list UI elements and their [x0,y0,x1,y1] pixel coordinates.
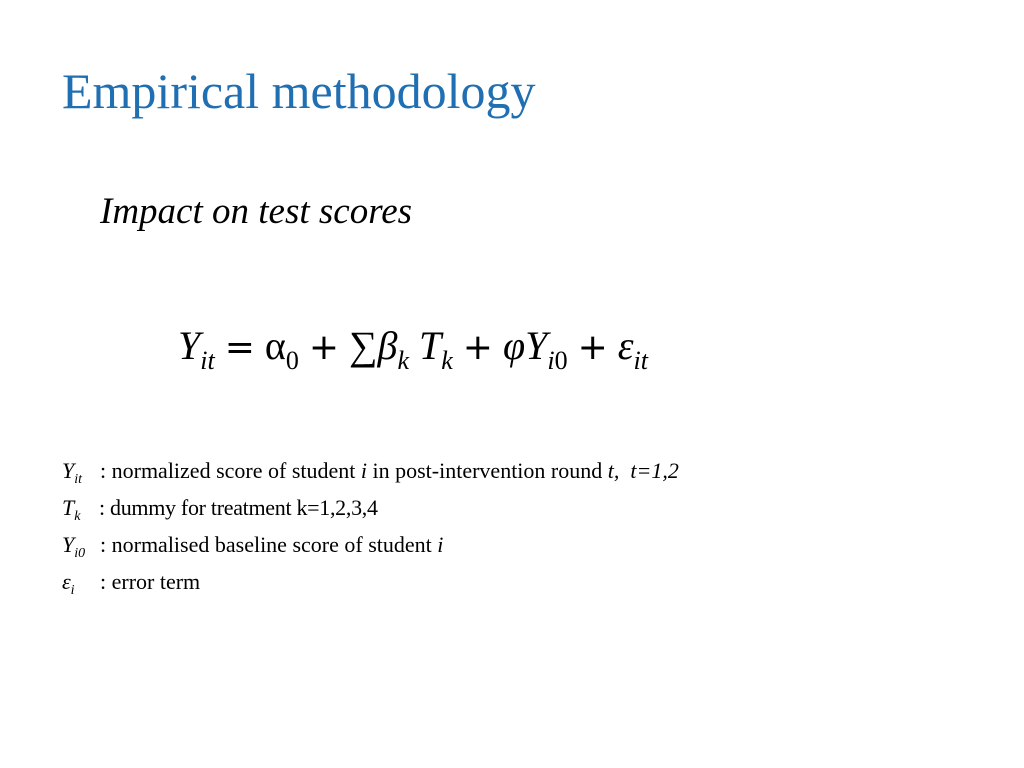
definition-row [62,495,1002,532]
definition-row [62,569,1002,606]
definition-text [100,569,200,595]
definition-symbol [62,458,82,488]
eq-beta: β [377,323,398,368]
definition-symbol-subscript: i0 [74,546,86,561]
slide-title: Empirical methodology [62,63,536,119]
definition-symbol [62,569,75,599]
eq-y-baseline: Y [525,323,548,368]
eq-epsilon-subscript: it [633,346,648,375]
eq-epsilon: ε [617,323,634,368]
definition-text-italic: i [437,532,444,557]
eq-y-baseline-subscript-0: 0 [554,346,568,375]
definition-text-italic: i [360,458,367,483]
definition-text-part: : error term [100,569,201,594]
definition-symbol [62,495,80,525]
definition-text [99,495,378,521]
definition-symbol-letter: T [62,495,75,520]
definition-symbol-letter: Y [62,532,75,557]
definition-symbol-letter: ε [62,569,71,594]
definition-text-part: : normalised baseline score of student [100,532,438,557]
variable-definitions [62,458,1002,606]
definition-text-italic: t, t=1,2 [607,458,679,483]
definition-symbol-subscript: k [74,509,81,524]
eq-beta-subscript: k [397,346,409,375]
definition-symbol-subscript: i [70,583,75,598]
eq-t: T [419,323,442,368]
eq-plus-2: + [462,327,493,368]
eq-phi: φ [502,323,526,368]
slide-subtitle: Impact on test scores [100,191,413,232]
eq-t-subscript: k [441,346,453,375]
definition-row [62,532,1002,569]
eq-plus-1: + [308,327,340,368]
definition-symbol [62,532,85,562]
definition-symbol-subscript: it [74,472,83,487]
definition-text-part: in post-intervention round [367,458,608,483]
eq-y-baseline-subscript-i: i [547,346,555,375]
eq-equals: = [224,327,255,368]
definition-text [100,458,679,484]
eq-plus-3: + [577,327,608,368]
definition-text-part: : dummy for treatment k=1,2,3,4 [99,495,378,520]
eq-y: Y [178,323,201,368]
eq-y-subscript: it [200,346,215,375]
regression-equation [178,322,648,376]
eq-sum: ∑ [349,323,378,368]
eq-alpha: α [264,323,286,368]
definition-text-part: : normalized score of student [100,458,361,483]
definition-text [100,532,443,558]
eq-alpha-subscript: 0 [285,346,299,375]
definition-row [62,458,1002,495]
definition-symbol-letter: Y [62,458,75,483]
